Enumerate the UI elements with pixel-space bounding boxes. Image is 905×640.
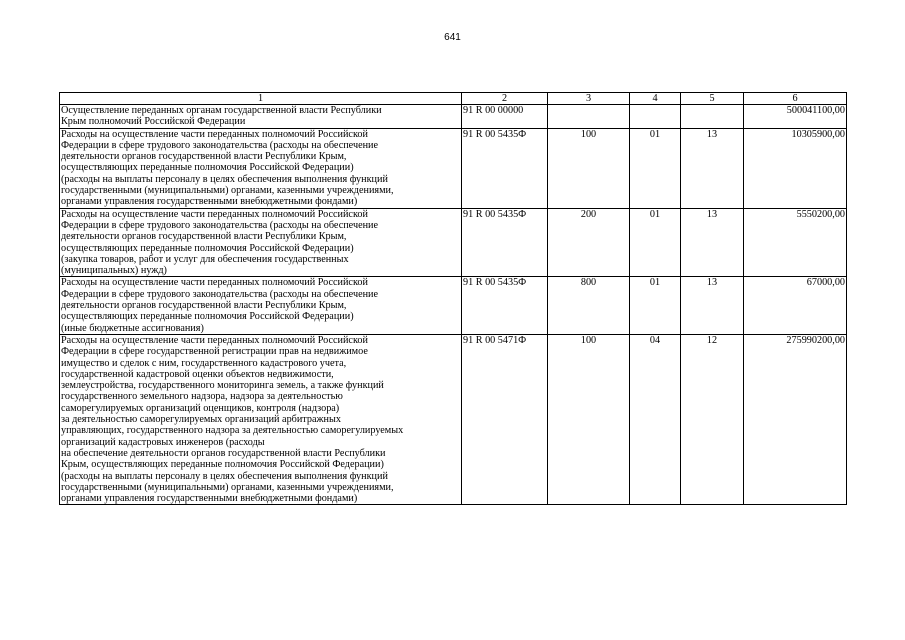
table-row [60, 128, 847, 208]
page-number: 641 [444, 32, 461, 43]
section-code: 04 [630, 334, 681, 504]
amount-value: 5550200,00 [744, 208, 847, 277]
subsection-code: 13 [681, 277, 744, 334]
expense-type-code: 200 [548, 208, 630, 277]
subsection-code: 13 [681, 128, 744, 208]
target-article-code: 91 R 00 00000 [462, 105, 548, 129]
amount-value: 67000,00 [744, 277, 847, 334]
row-description: Расходы на осуществление части переданных полномочий Российской Федерации в сфере трудового законодательства (расходы на обеспечение деятельности органов государственной власти Республики Крым, осуществляющих переданные полномочия Российской Федерации) (иные бюджетные ассигнования) [60, 277, 462, 334]
amount-value: 500041100,00 [744, 105, 847, 129]
expense-type-code: 100 [548, 334, 630, 504]
subsection-code: 13 [681, 208, 744, 277]
row-description: Осуществление переданных органам государственной власти Республики Крым полномочий Российской Федерации [60, 105, 462, 129]
amount-value: 10305900,00 [744, 128, 847, 208]
target-article-code: 91 R 00 5435Ф [462, 128, 548, 208]
table-row [60, 105, 847, 129]
target-article-code: 91 R 00 5471Ф [462, 334, 548, 504]
table-row [60, 277, 847, 334]
target-article-code: 91 R 00 5435Ф [462, 208, 548, 277]
target-article-code: 91 R 00 5435Ф [462, 277, 548, 334]
column-header: 4 [630, 93, 681, 105]
column-number-row [60, 93, 847, 105]
table-row [60, 334, 847, 504]
column-header: 1 [60, 93, 462, 105]
section-code: 01 [630, 208, 681, 277]
expense-type-code: 800 [548, 277, 630, 334]
amount-value: 275990200,00 [744, 334, 847, 504]
row-description: Расходы на осуществление части переданных полномочий Российской Федерации в сфере трудового законодательства (расходы на обеспечение деятельности органов государственной власти Республики Крым, осуществляющих переданные полномочия Российской Федерации) (расходы на выплаты персоналу в целях обеспечения выполнения функций государственными (муниципальными) органами, казенными учреждениями, органами управления государственными внебюджетными фондами) [60, 128, 462, 208]
subsection-code: 12 [681, 334, 744, 504]
column-header: 6 [744, 93, 847, 105]
section-code: 01 [630, 277, 681, 334]
table-row [60, 208, 847, 277]
section-code: 01 [630, 128, 681, 208]
row-description: Расходы на осуществление части переданных полномочий Российской Федерации в сфере трудового законодательства (расходы на обеспечение деятельности органов государственной власти Республики Крым, осуществляющих переданные полномочия Российской Федерации) (закупка товаров, работ и услуг для обеспечения государственных (муниципальных) нужд) [60, 208, 462, 277]
column-header: 3 [548, 93, 630, 105]
budget-table [59, 92, 847, 505]
expense-type-code: 100 [548, 128, 630, 208]
column-header: 2 [462, 93, 548, 105]
subsection-code [681, 105, 744, 129]
column-header: 5 [681, 93, 744, 105]
row-description: Расходы на осуществление части переданных полномочий Российской Федерации в сфере государственной регистрации прав на недвижимое имущество и сделок с ним, государственного кадастрового учета, государственной кадастровой оценки объектов недвижимости, землеустройства, государственного мониторинга земель, а также функций государственного земельного надзора, надзора за деятельностью саморегулируемых организаций оценщиков, контроля (надзора) за деятельностью саморегулируемых организаций арбитражных управляющих, государственного надзора за деятельностью саморегулируемых организаций кадастровых инженеров (расходы на обеспечение деятельности органов государственной власти Республики Крым, осуществляющих переданные полномочия Российской Федерации) (расходы на выплаты персоналу в целях обеспечения выполнения функций государственными (муниципальными) органами, казенными учреждениями, органами управления государственными внебюджетными фондами) [60, 334, 462, 504]
expense-type-code [548, 105, 630, 129]
section-code [630, 105, 681, 129]
